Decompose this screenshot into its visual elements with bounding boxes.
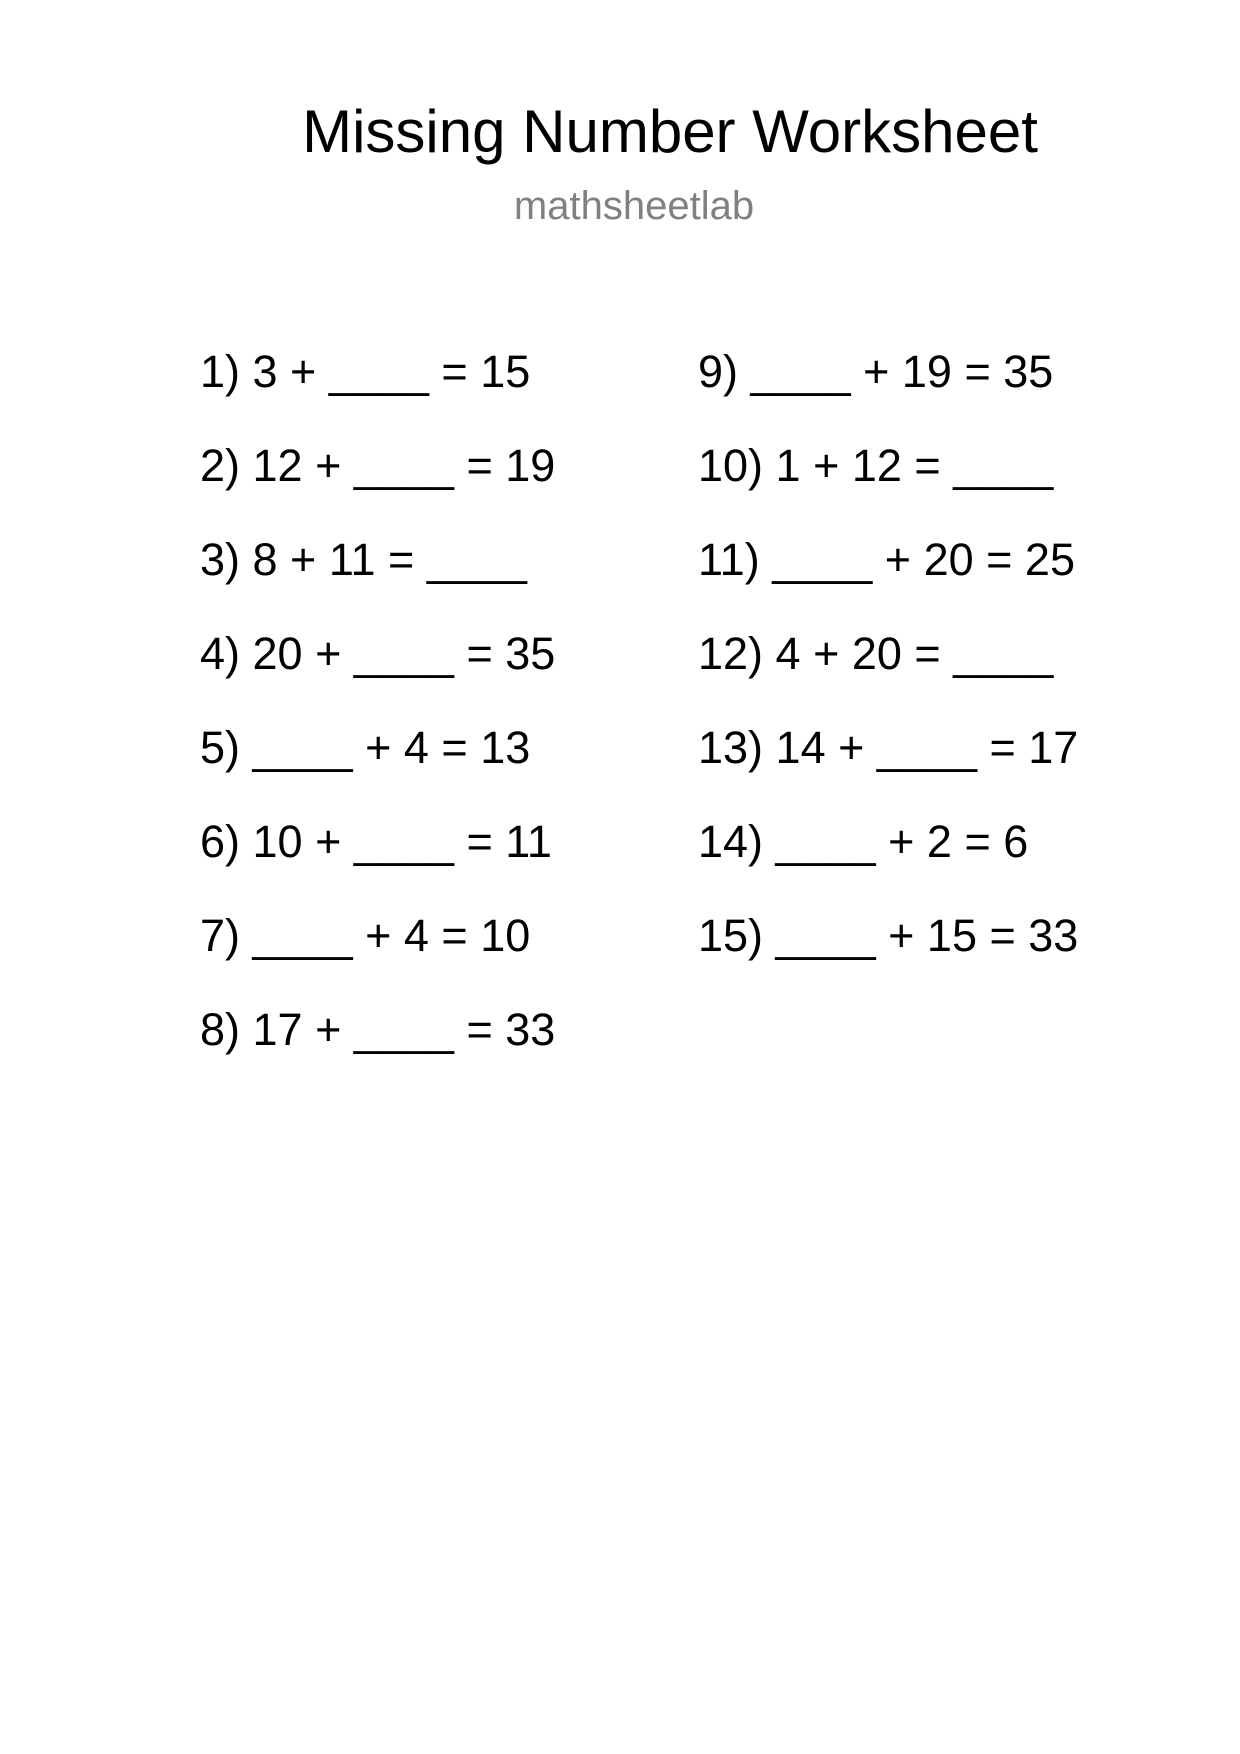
page-title: Missing Number Worksheet: [302, 98, 1038, 165]
problem-item: 2) 12 + ____ = 19: [200, 440, 556, 491]
problem-item: 12) 4 + 20 = ____: [698, 628, 1054, 679]
problem-item: 3) 8 + 11 = ____: [200, 534, 527, 585]
problem-item: 10) 1 + 12 = ____: [698, 440, 1054, 491]
problem-item: 11) ____ + 20 = 25: [698, 534, 1075, 585]
problems-right-column: [698, 348, 1078, 1006]
problem-item: 6) 10 + ____ = 11: [200, 816, 552, 867]
problem-item: 7) ____ + 4 = 10: [200, 910, 531, 961]
problem-item: 14) ____ + 2 = 6: [698, 816, 1029, 867]
publisher-subtitle: mathsheetlab: [513, 184, 755, 228]
problem-item: 9) ____ + 19 = 35: [698, 346, 1054, 397]
problem-item: 8) 17 + ____ = 33: [200, 1004, 556, 1055]
problem-item: 5) ____ + 4 = 13: [200, 722, 531, 773]
problem-item: 15) ____ + 15 = 33: [698, 910, 1079, 961]
problem-item: 4) 20 + ____ = 35: [200, 628, 556, 679]
problem-item: 1) 3 + ____ = 15: [200, 346, 531, 397]
problem-item: 13) 14 + ____ = 17: [698, 722, 1079, 773]
problems-left-column: [200, 348, 555, 1100]
